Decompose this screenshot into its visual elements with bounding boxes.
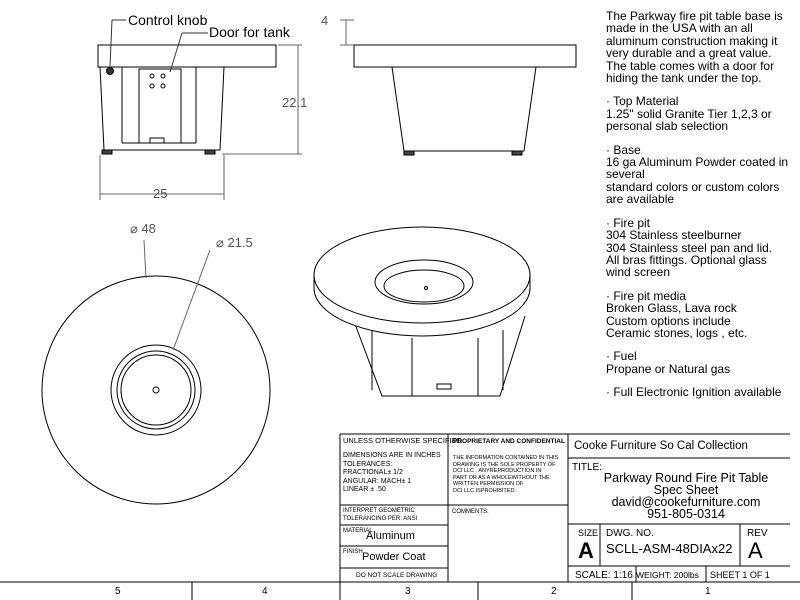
comments-label: COMMENTS: [452,509,489,515]
callout-door: Door for tank [209,24,290,40]
sheet-number: SHEET 1 OF 1 [710,570,770,580]
size-label: SIZE [578,528,599,538]
material-value: Aluminum [366,530,415,542]
rev-label: REV [747,528,768,539]
dim-height: 22.1 [282,95,308,110]
dim-base-width: 25 [153,186,168,201]
isometric-view [314,227,530,396]
side-base [392,67,536,151]
finish-label: FINISH [343,549,363,555]
dim-top-diameter: ⌀ 48 [130,221,156,236]
dim-top-thickness: 4 [321,13,329,28]
unless-specified: UNLESS OTHERWISE SPECIFIED: [343,436,465,445]
spec-ignition: · Full Electronic Ignition available [606,385,782,400]
proprietary-title: PROPRIETARY AND CONFIDENTIAL [453,438,565,445]
front-view [98,20,302,200]
spec-fuel: · Fuel Propane or Natural gas [606,349,731,376]
zone-5: 5 [115,586,121,597]
material-label: MATERIAL [343,528,373,534]
title-label: TITLE: [572,462,603,473]
company-name: Cooke Furniture So Cal Collection [574,440,748,452]
top-outer-circle [42,276,270,504]
front-table-top [98,45,276,67]
zone-1: 1 [705,586,711,597]
proprietary-text: THE INFORMATION CONTAINED IN THIS DRAWING IS THE SOLE PROPERTY OF DCI LLC . ANYREPRODUCTION IN PART OR AS A WHOLEWITHOUT THE WRITTEN PERMISSION OF DCI LLC ISPROHIBITED. [453,455,559,494]
do-not-scale: DO NOT SCALE DRAWING [356,572,438,579]
spec-fire-pit: · Fire pit 304 Stainless steelburner 304 Stainless steel pan and lid. All bras fittings. Optional glass wind screen [606,215,773,280]
iso-table-top [314,227,530,323]
control-knob [107,68,114,75]
dim-burner-diameter: ⌀ 21.5 [216,235,253,250]
spec-base: · Base 16 ga Aluminum Powder coated in several standard colors or custom colors are available [606,142,789,207]
dwg-number: SCLL-ASM-48DIAx22 [606,541,733,556]
weight: WEIGHT: 200lbs [636,570,699,580]
spec-top-material: · Top Material 1.25" solid Granite Tier 1,2,3 or personal slab selection [606,94,772,134]
size-value: A [578,538,594,563]
title-text: Parkway Round Fire Pit Table Spec Sheet david@cookefurniture.com 951-805-0314 [603,471,769,521]
top-view [42,240,270,504]
geometric-tolerancing: INTERPRET GEOMETRIC TOLERANCING PER: ANSI [343,508,418,522]
intro-text: The Parkway fire pit table base is made in the USA with an all aluminum construction making it very durable and a great value. The table comes with a door for hiding the tank under the top. [606,9,783,86]
callout-control-knob: Control knob [128,12,208,28]
burner-ring [111,345,201,435]
zone-4: 4 [262,586,268,597]
zone-3: 3 [405,586,411,597]
side-view [340,20,576,155]
finish-value: Powder Coat [362,551,426,563]
rev-value: A [748,538,763,563]
spec-media: · Fire pit media Broken Glass, Lava rock Custom options include Ceramic stones, logs , etc. [606,288,748,340]
zone-2: 2 [551,586,557,597]
scale: SCALE: 1:16 [575,570,633,581]
spec-description [606,10,792,410]
tolerances: DIMENSIONS ARE IN INCHES TOLERANCES: FRACTIONAL± 1/2 ANGULAR: MACH± 1 LINEAR ± .50 [343,452,441,493]
dwg-label: DWG. NO. [606,528,654,539]
door-panel [139,69,181,143]
side-table-top [354,45,576,67]
